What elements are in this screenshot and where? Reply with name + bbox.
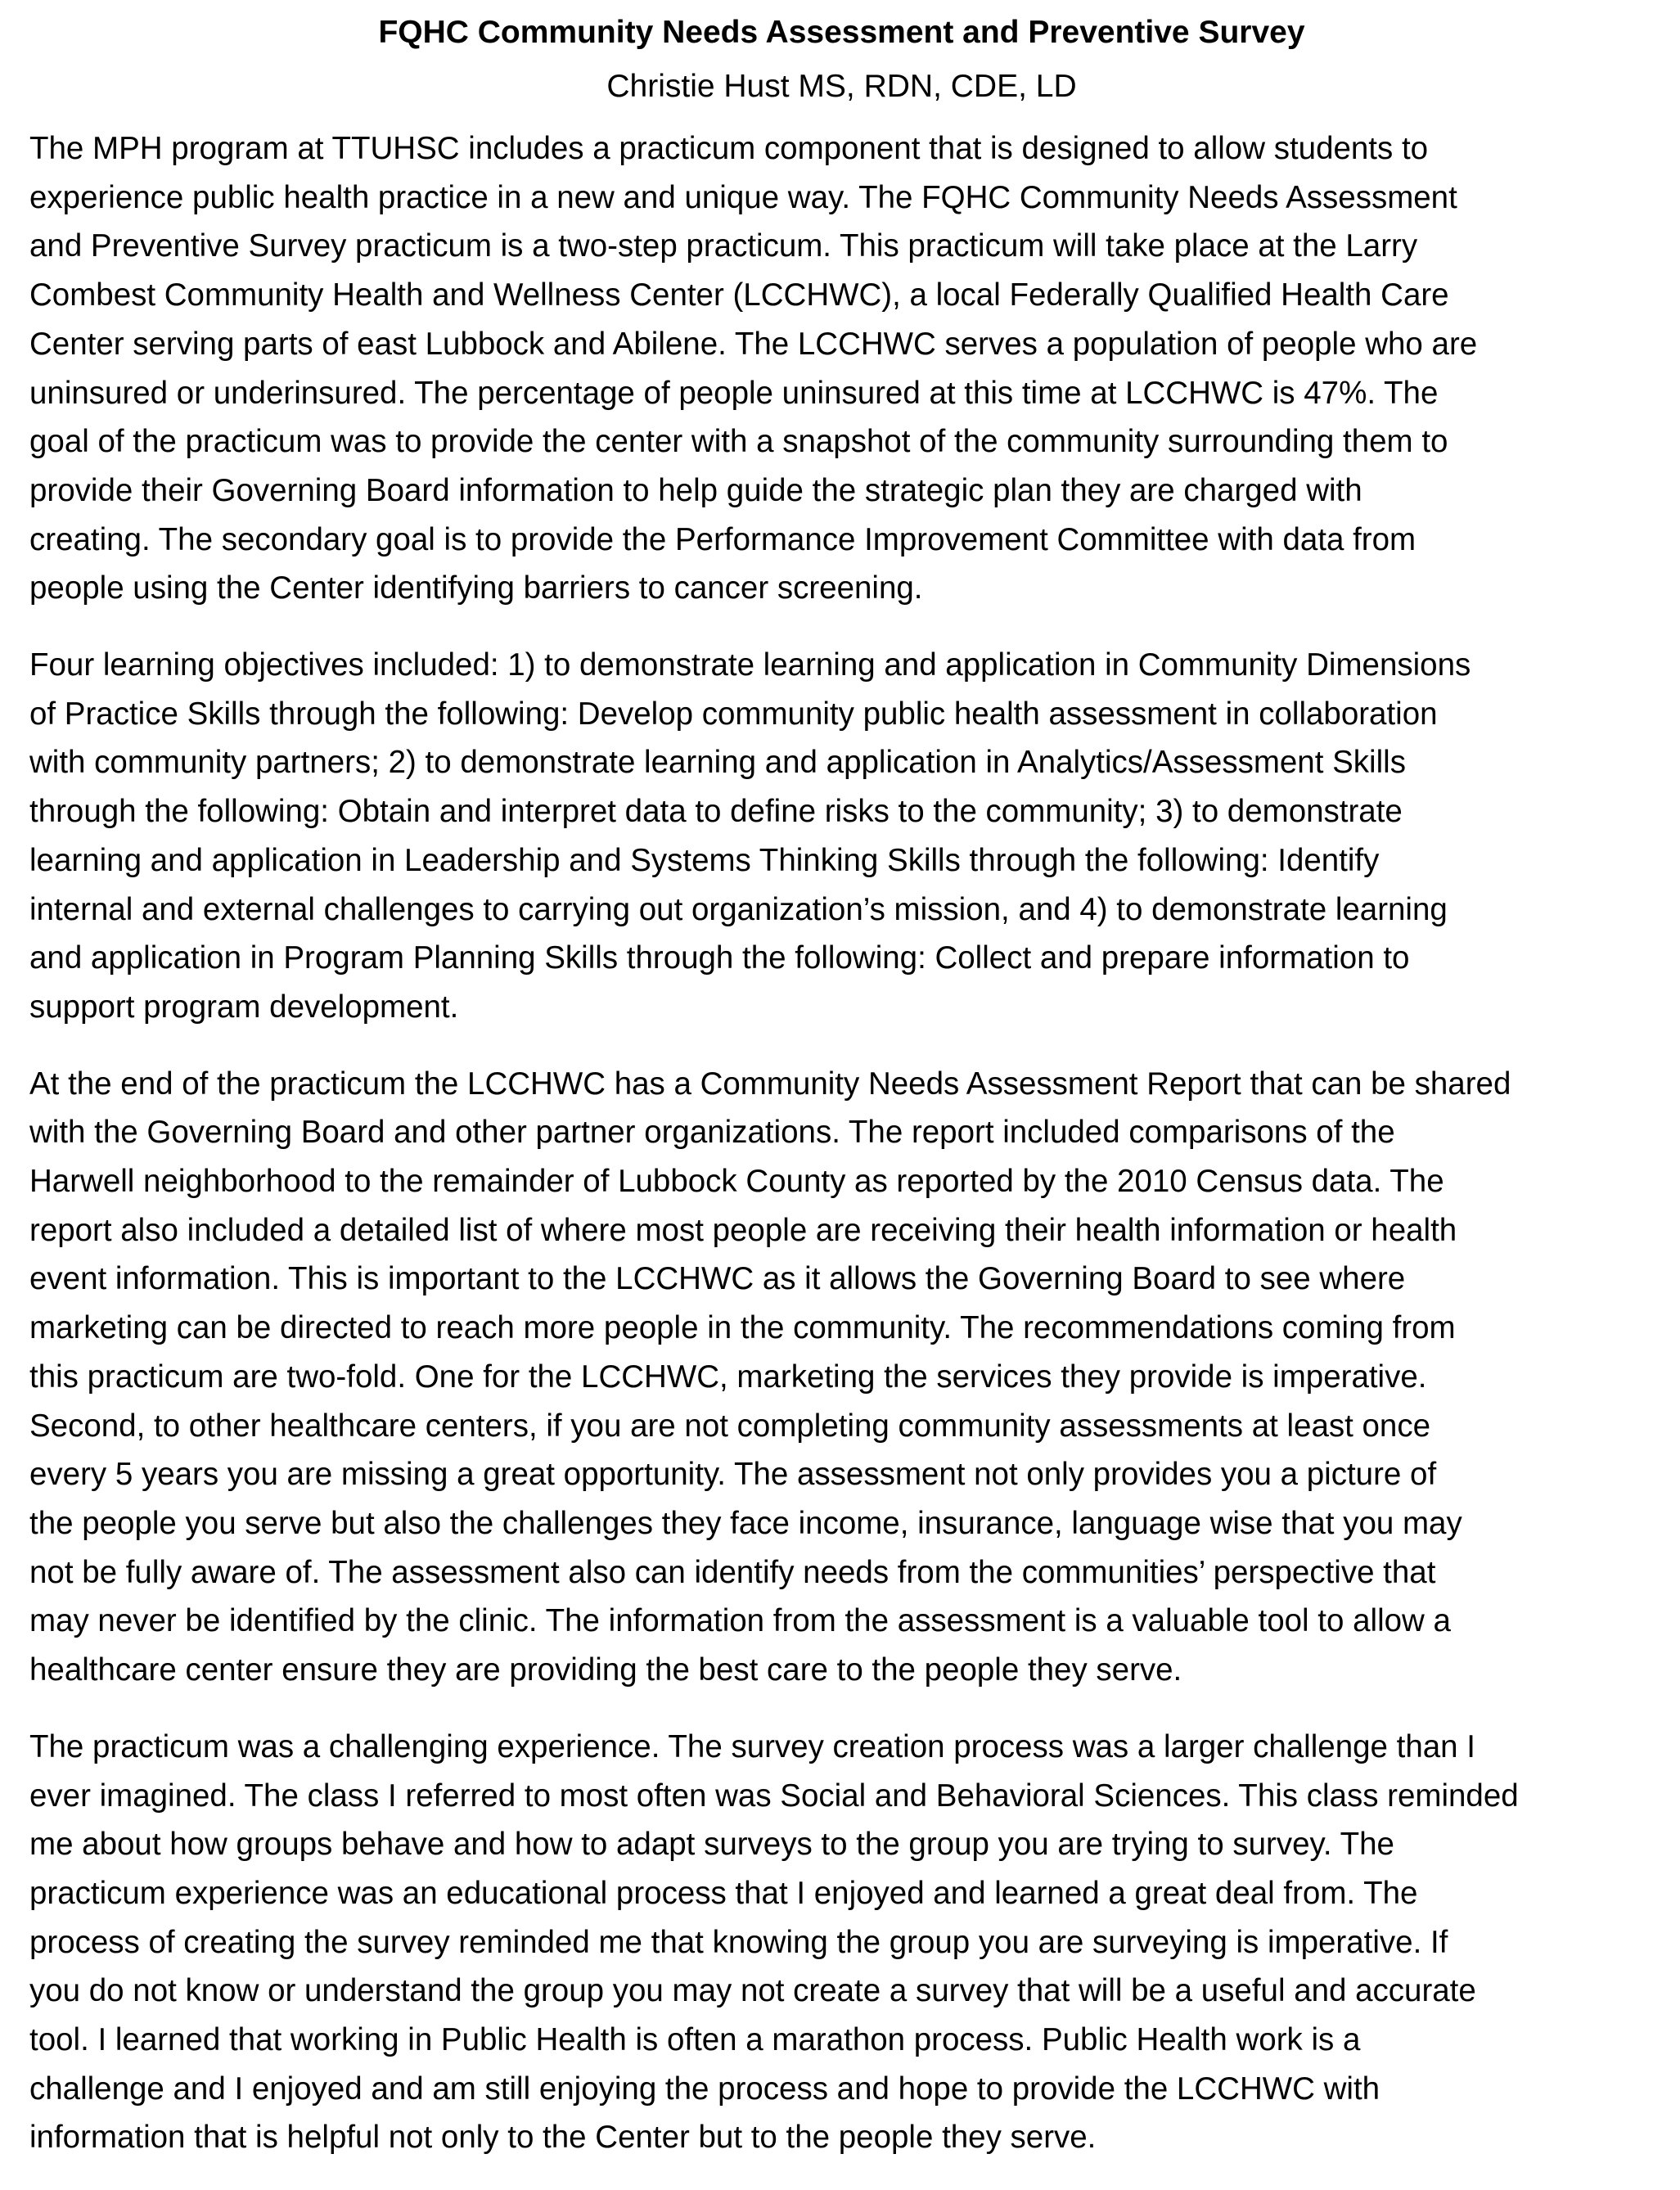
paragraph-line: uninsured or underinsured. The percentage of people uninsured at this time at LCCHWC is 47%. The	[29, 375, 1439, 411]
document-body	[29, 124, 1654, 2162]
body-paragraph-1	[29, 124, 1654, 613]
paragraph-line: with the Governing Board and other partner organizations. The report included comparisons of the	[29, 1115, 1395, 1151]
paragraph-line: The MPH program at TTUHSC includes a practicum component that is designed to allow students to	[29, 131, 1429, 166]
body-paragraph-2	[29, 641, 1654, 1032]
paragraph-line: me about how groups behave and how to adapt surveys to the group you are trying to survey. The	[29, 1827, 1394, 1863]
paragraph-line: experience public health practice in a new and unique way. The FQHC Community Needs Assessment	[29, 179, 1457, 215]
paragraph-line: people using the Center identifying barriers to cancer screening.	[29, 570, 923, 606]
paragraph-line: event information. This is important to the LCCHWC as it allows the Governing Board to see where	[29, 1261, 1406, 1297]
paragraph-line: may never be identified by the clinic. The information from the assessment is a valuable tool to allow a	[29, 1603, 1451, 1639]
paragraph-line: internal and external challenges to carrying out organization’s mission, and 4) to demonstrate learning	[29, 891, 1448, 927]
paragraph-line: provide their Governing Board information to help guide the strategic plan they are charged with	[29, 472, 1362, 508]
paragraph-line: learning and application in Leadership and Systems Thinking Skills through the following: Identify	[29, 842, 1380, 878]
paragraph-line: healthcare center ensure they are providing the best care to the people they serve.	[29, 1652, 1182, 1688]
paragraph-line: At the end of the practicum the LCCHWC has a Community Needs Assessment Report that can be shared	[29, 1066, 1511, 1102]
paragraph-line: support program development.	[29, 989, 459, 1025]
paragraph-line: challenge and I enjoyed and am still enjoying the process and hope to provide the LCCHWC with	[29, 2071, 1380, 2107]
paragraph-line: process of creating the survey reminded me that knowing the group you are surveying is imperative. If	[29, 1924, 1448, 1960]
paragraph-line: The practicum was a challenging experience. The survey creation process was a larger challenge than I	[29, 1728, 1475, 1764]
paragraph-line: goal of the practicum was to provide the center with a snapshot of the community surrounding them to	[29, 424, 1448, 460]
paragraph-line: marketing can be directed to reach more people in the community. The recommendations coming from	[29, 1310, 1456, 1346]
paragraph-line: practicum experience was an educational process that I enjoyed and learned a great deal from. The	[29, 1875, 1418, 1911]
paragraph-line: through the following: Obtain and interpret data to define risks to the community; 3) to demonstrate	[29, 794, 1403, 830]
paragraph-line: not be fully aware of. The assessment also can identify needs from the communities’ perspective that	[29, 1554, 1436, 1590]
paragraph-line: every 5 years you are missing a great opportunity. The assessment not only provides you a picture of	[29, 1457, 1437, 1493]
paragraph-line: of Practice Skills through the following: Develop community public health assessment in collaboration	[29, 696, 1438, 732]
paragraph-line: the people you serve but also the challenges they face income, insurance, language wise that you may	[29, 1505, 1462, 1541]
body-paragraph-3	[29, 1060, 1654, 1695]
paragraph-line: Combest Community Health and Wellness Center (LCCHWC), a local Federally Qualified Health Care	[29, 277, 1449, 313]
paragraph-line: you do not know or understand the group you may not create a survey that will be a useful and accurate	[29, 1973, 1476, 2009]
paragraph-line: this practicum are two-fold. One for the LCCHWC, marketing the services they provide is imperative.	[29, 1359, 1427, 1395]
paragraph-line: and application in Program Planning Skills through the following: Collect and prepare information to	[29, 940, 1410, 976]
paragraph-line: Center serving parts of east Lubbock and Abilene. The LCCHWC serves a population of people who are	[29, 326, 1478, 362]
paragraph-line: information that is helpful not only to the Center but to the people they serve.	[29, 2120, 1097, 2156]
document-page	[29, 11, 1654, 2190]
paragraph-line: with community partners; 2) to demonstrate learning and application in Analytics/Assessment Skills	[29, 745, 1406, 781]
paragraph-line: ever imagined. The class I referred to most often was Social and Behavioral Sciences. This class reminded	[29, 1778, 1519, 1814]
paragraph-line: Harwell neighborhood to the remainder of Lubbock County as reported by the 2010 Census data. The	[29, 1164, 1444, 1200]
paragraph-line: and Preventive Survey practicum is a two-step practicum. This practicum will take place at the Larry	[29, 228, 1418, 264]
paragraph-line: creating. The secondary goal is to provide the Performance Improvement Committee with data from	[29, 521, 1417, 557]
document-title: FQHC Community Needs Assessment and Preventive Survey	[378, 15, 1305, 50]
paragraph-line: tool. I learned that working in Public Health is often a marathon process. Public Health work is a	[29, 2022, 1361, 2058]
paragraph-line: Second, to other healthcare centers, if you are not completing community assessments at least once	[29, 1408, 1431, 1444]
body-paragraph-4	[29, 1723, 1654, 2162]
document-author: Christie Hust MS, RDN, CDE, LD	[606, 69, 1077, 104]
paragraph-line: Four learning objectives included: 1) to demonstrate learning and application in Community Dimensions	[29, 647, 1471, 683]
paragraph-line: report also included a detailed list of where most people are receiving their health information or health	[29, 1212, 1457, 1248]
